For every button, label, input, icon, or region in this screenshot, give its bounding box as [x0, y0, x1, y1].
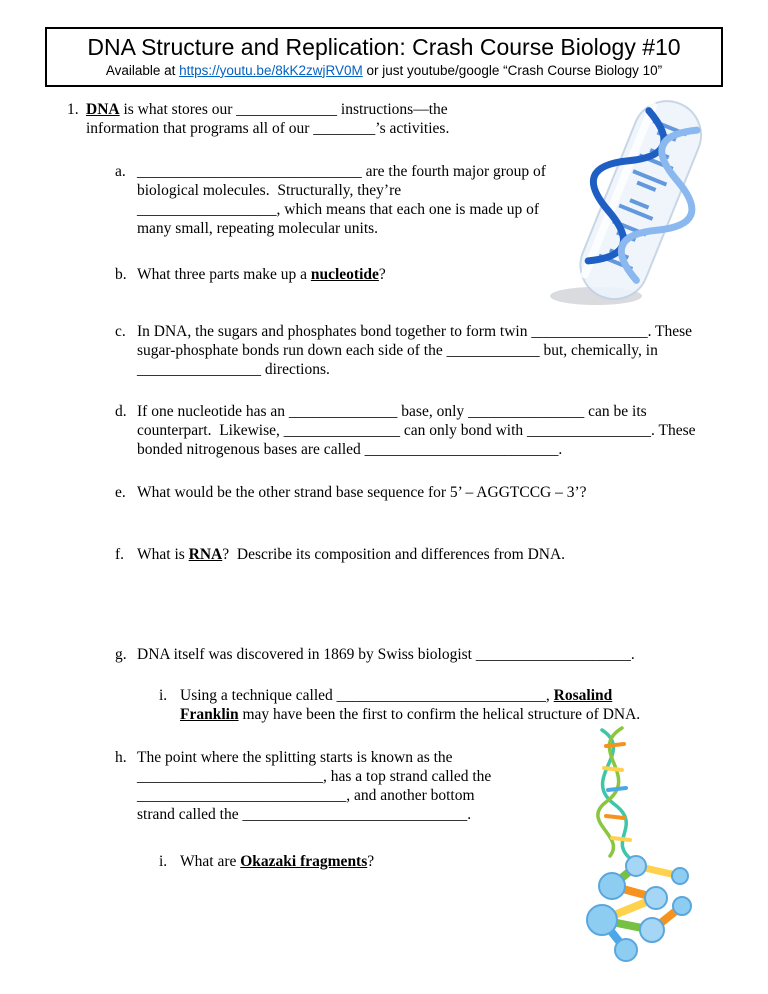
question-1h-i-text [180, 852, 680, 871]
question-1e-text [137, 483, 727, 502]
bold-term-okazaki-fragments: Okazaki fragments [240, 853, 368, 870]
question-1g-i [0, 686, 768, 724]
worksheet-content [0, 100, 768, 871]
question-1-label: 1. [67, 101, 79, 118]
question-1g-i-text [180, 686, 660, 724]
question-1a-body: _____________________________ are the fourth major group of biological molecules. Structurally, they’re __________________, which means that each one is made up of many small, repeating molecular units. [137, 163, 546, 237]
question-1a-text [137, 162, 547, 238]
question-1f-body-before: What is [137, 546, 189, 563]
bold-term-nucleotide: nucleotide [310, 266, 379, 283]
question-1d-body: If one nucleotide has an ______________ base, only _______________ can be its counterpart. Likewise, _______________ can only bond with ________________. These bonded nitrogenous bases are called _________________________. [137, 403, 696, 458]
question-1f-body-after: ? Describe its composition and differences from DNA. [222, 546, 566, 563]
video-link[interactable]: https://youtu.be/8kK2zwjRV0M [179, 62, 363, 78]
question-1g-i-body-after: may have been the first to confirm the helical structure of DNA. [238, 706, 641, 723]
question-1-text [86, 100, 506, 138]
question-1d-label: d. [115, 403, 127, 420]
question-1d [0, 402, 768, 459]
question-1c-text [137, 322, 727, 379]
question-1c-label: c. [115, 323, 126, 340]
subtitle-suffix: or just youtube/google “Crash Course Biology 10” [362, 62, 663, 78]
question-1a [0, 162, 768, 238]
question-1a-label: a. [115, 163, 126, 180]
question-1 [0, 100, 768, 138]
question-1-body: is what stores our _____________ instructions—the information that programs all of our ________’s activities. [86, 101, 450, 137]
question-1b-body-after: ? [378, 266, 386, 283]
question-1c-body: In DNA, the sugars and phosphates bond together to form twin _______________. These sugar-phosphate bonds run down each side of the ____________ but, chemically, in ________________ directions. [137, 323, 693, 378]
bold-term-rna: RNA [188, 546, 223, 563]
question-1b-text [137, 265, 697, 284]
bold-term-dna: DNA [86, 101, 120, 118]
question-1c [0, 322, 768, 379]
question-1h-i-body-before: What are [180, 853, 241, 870]
question-1e-label: e. [115, 484, 126, 501]
question-1g-body: DNA itself was discovered in 1869 by Swiss biologist ____________________. [137, 646, 635, 663]
question-1h-body: The point where the splitting starts is known as the ________________________, has a top strand called the ___________________________, and another bottom strand called the _____________________________. [137, 749, 492, 823]
question-1b [0, 265, 768, 284]
question-1h [0, 748, 768, 824]
question-1h-i-body-after: ? [367, 853, 375, 870]
question-1g [0, 645, 768, 664]
question-1g-text [137, 645, 727, 664]
question-1b-label: b. [115, 266, 127, 283]
bold-term-rosalind-franklin: Rosalind Franklin [180, 687, 613, 723]
worksheet-subtitle [57, 63, 711, 78]
question-1e [0, 483, 768, 502]
question-1b-body-before: What three parts make up a [137, 266, 311, 283]
question-1f-label: f. [115, 546, 125, 563]
subtitle-prefix: Available at [105, 62, 180, 78]
question-1h-i [0, 852, 768, 871]
worksheet-title: DNA Structure and Replication: Crash Course Biology #10 [87, 34, 681, 60]
question-1g-i-body-before: Using a technique called ___________________________, [180, 687, 554, 704]
question-1h-i-label: i. [159, 853, 168, 870]
question-1e-body: What would be the other strand base sequence for 5’ – AGGTCCG – 3’? [137, 484, 587, 501]
header-box [45, 27, 723, 87]
question-1f-text [137, 545, 727, 564]
question-1f [0, 545, 768, 564]
question-1d-text [137, 402, 727, 459]
question-1h-label: h. [115, 749, 127, 766]
question-1h-text [137, 748, 515, 824]
question-1g-i-label: i. [159, 687, 168, 704]
question-1g-label: g. [115, 646, 127, 663]
